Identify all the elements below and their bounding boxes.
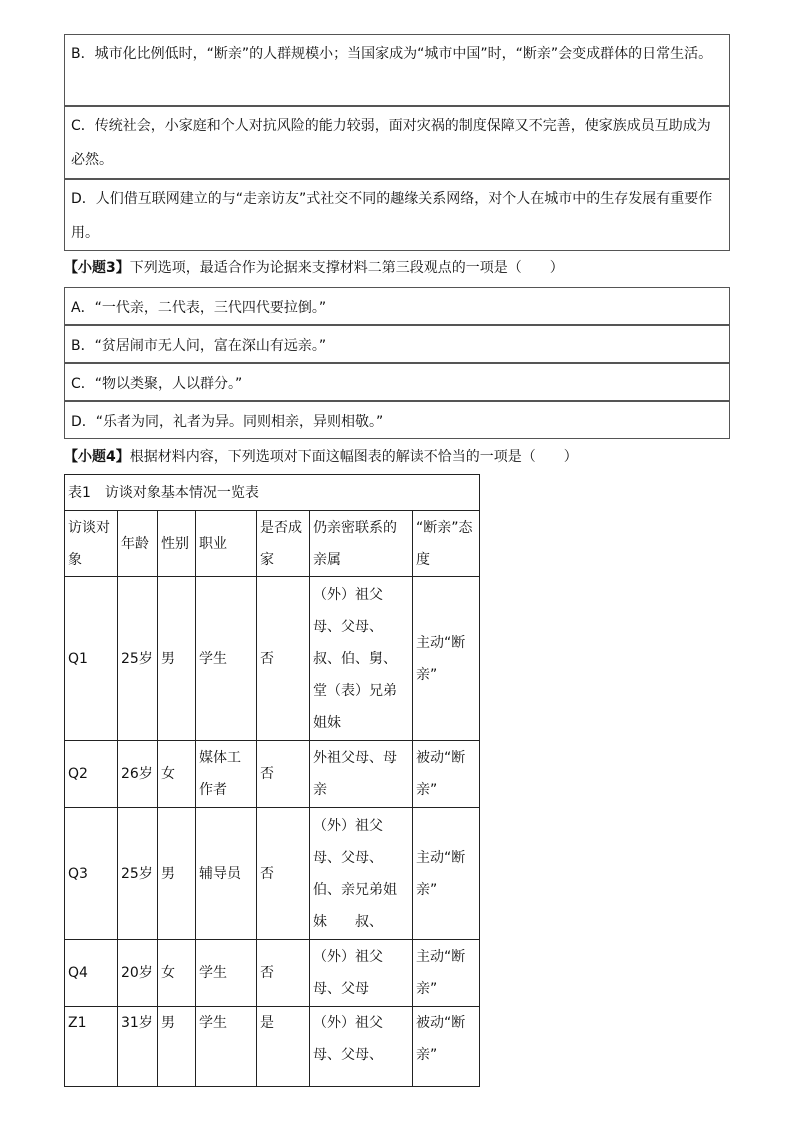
question-3-title <box>64 257 564 279</box>
table-cell: 是 <box>257 1007 310 1087</box>
option-c[interactable]: C．传统社会，小家庭和个人对抗风险的能力较弱，面对灾祸的制度保障又不完善，使家族成员互助成为必然。 <box>64 106 730 179</box>
table-cell: 否 <box>257 940 310 1007</box>
table-header-row <box>65 511 480 577</box>
table-cell: （外）祖父母、父母、 <box>310 1007 413 1087</box>
question-4-title <box>64 446 578 468</box>
table-cell: 男 <box>158 577 196 741</box>
table-cell: 否 <box>257 577 310 741</box>
table-row <box>65 808 480 940</box>
table-cell: Q3 <box>65 808 118 940</box>
interview-table <box>64 474 480 1087</box>
table-cell: 25岁 <box>118 808 158 940</box>
table-cell: 26岁 <box>118 741 158 808</box>
question-4-stem: 根据材料内容，下列选项对下面这幅图表的解读不恰当的一项是（ ） <box>129 449 578 465</box>
table-cell: Z1 <box>65 1007 118 1087</box>
header-cell: “断亲”态度 <box>413 511 480 577</box>
question-3-stem: 下列选项，最适合作为论据来支撑材料二第三段观点的一项是（ ） <box>129 260 564 276</box>
table-cell: 女 <box>158 741 196 808</box>
header-cell: 是否成家 <box>257 511 310 577</box>
header-cell: 访谈对象 <box>65 511 118 577</box>
table-cell: 辅导员 <box>196 808 257 940</box>
table-cell: （外）祖父母、父母、伯、亲兄弟姐妹 叔、 <box>310 808 413 940</box>
table-caption: 表1 访谈对象基本情况一览表 <box>65 475 480 511</box>
table-cell: 25岁 <box>118 577 158 741</box>
table-cell: 学生 <box>196 940 257 1007</box>
table-cell: 31岁 <box>118 1007 158 1087</box>
table-cell: 男 <box>158 1007 196 1087</box>
table-cell: 主动“断亲” <box>413 940 480 1007</box>
table-cell: 被动“断亲” <box>413 1007 480 1087</box>
table-cell: Q2 <box>65 741 118 808</box>
table-row <box>65 741 480 808</box>
table-row <box>65 577 480 741</box>
table-cell: 主动“断亲” <box>413 808 480 940</box>
q3-option-b[interactable]: B．“贫居闹市无人问，富在深山有远亲。” <box>64 325 730 363</box>
question-4-tag: 【小题4】 <box>64 449 130 465</box>
header-cell: 年龄 <box>118 511 158 577</box>
option-b[interactable]: B．城市化比例低时，“断亲”的人群规模小；当国家成为“城市中国”时，“断亲”会变成群体的日常生活。 <box>64 34 730 106</box>
table-cell: 否 <box>257 808 310 940</box>
table-cell: 学生 <box>196 577 257 741</box>
header-cell: 仍亲密联系的亲属 <box>310 511 413 577</box>
option-d[interactable]: D．人们借互联网建立的与“走亲访友”式社交不同的趣缘关系网络，对个人在城市中的生存发展有重要作用。 <box>64 179 730 251</box>
table-cell: 学生 <box>196 1007 257 1087</box>
table-row <box>65 1007 480 1087</box>
table-cell: （外）祖父母、父母 <box>310 940 413 1007</box>
table-cell: Q4 <box>65 940 118 1007</box>
header-cell: 职业 <box>196 511 257 577</box>
header-cell: 性别 <box>158 511 196 577</box>
table-cell: 被动“断亲” <box>413 741 480 808</box>
table-cell: 20岁 <box>118 940 158 1007</box>
table-cell: 外祖父母、母亲 <box>310 741 413 808</box>
table-row <box>65 940 480 1007</box>
table-cell: 女 <box>158 940 196 1007</box>
table-cell: （外）祖父母、父母、叔、伯、舅、堂（表）兄弟姐妹 <box>310 577 413 741</box>
q3-option-c[interactable]: C．“物以类聚，人以群分。” <box>64 363 730 401</box>
table-cell: Q1 <box>65 577 118 741</box>
q3-option-a[interactable]: A．“一代亲，二代表，三代四代要拉倒。” <box>64 287 730 325</box>
table-cell: 主动“断亲” <box>413 577 480 741</box>
table-cell: 男 <box>158 808 196 940</box>
question-3-tag: 【小题3】 <box>64 260 130 276</box>
q3-option-d[interactable]: D．“乐者为同，礼者为异。同则相亲，异则相敬。” <box>64 401 730 439</box>
table-cell: 媒体工作者 <box>196 741 257 808</box>
table-cell: 否 <box>257 741 310 808</box>
